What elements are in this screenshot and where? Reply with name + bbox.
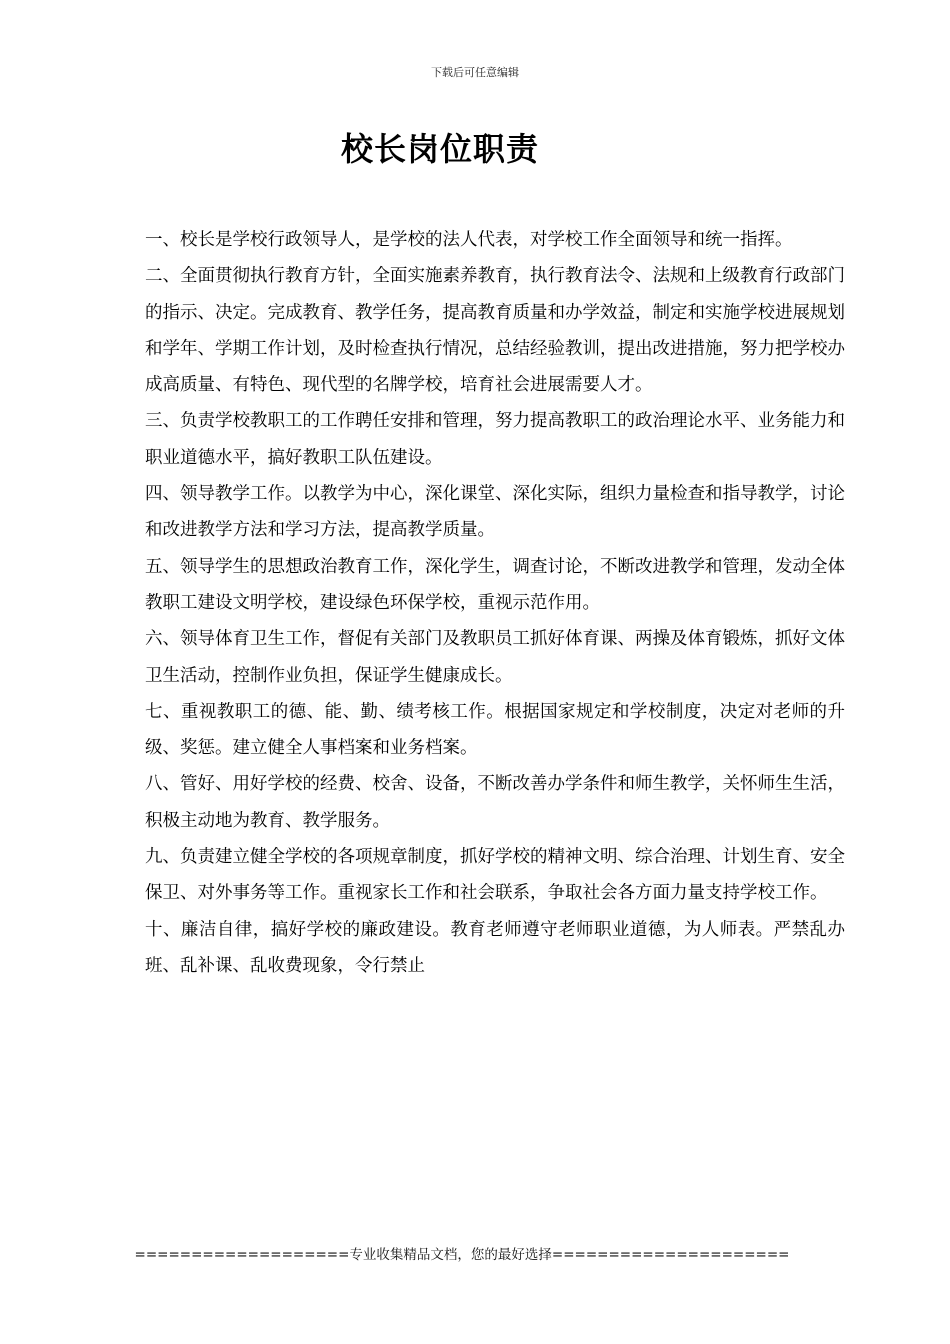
paragraph-5: 五、领导学生的思想政治教育工作，深化学生，调查讨论，不断改进教学和管理，发动全体教职工建设文明学校，建设绿色环保学校，重视示范作用。 (145, 556, 845, 613)
paragraph-1: 一、校长是学校行政领导人，是学校的法人代表，对学校工作全面领导和统一指挥。 (145, 230, 793, 250)
footer-note: ===================专业收集精品文档，您的最好选择===================== (134, 1247, 790, 1263)
paragraph-10: 十、廉洁自律，搞好学校的廉政建设。教育老师遵守老师职业道德，为人师表。严禁乱办班、乱补课、乱收费现象，令行禁止 (145, 919, 845, 976)
header-note: 下载后可任意编辑 (431, 66, 519, 79)
paragraph-8: 八、管好、用好学校的经费、校舍、设备，不断改善办学条件和师生教学，关怀师生生活，积极主动地为教育、教学服务。 (145, 774, 845, 831)
document-body (145, 222, 845, 984)
paragraph-6: 六、领导体育卫生工作，督促有关部门及教职员工抓好体育课、两操及体育锻炼，抓好文体卫生活动，控制作业负担，保证学生健康成长。 (145, 629, 845, 686)
paragraph-4: 四、领导教学工作。以教学为中心，深化课堂、深化实际，组织力量检查和指导教学，讨论和改进教学方法和学习方法，提高教学质量。 (145, 484, 845, 541)
paragraph-3: 三、负责学校教职工的工作聘任安排和管理，努力提高教职工的政治理论水平、业务能力和职业道德水平，搞好教职工队伍建设。 (145, 411, 845, 468)
document-title: 校长岗位职责 (340, 130, 539, 168)
paragraph-2: 二、全面贯彻执行教育方针，全面实施素养教育，执行教育法令、法规和上级教育行政部门的指示、决定。完成教育、教学任务，提高教育质量和办学效益，制定和实施学校进展规划和学年、学期工作计划，及时检查执行情况，总结经验教训，提出改进措施，努力把学校办成高质量、有特色、现代型的名牌学校，培育社会进展需要人才。 (145, 266, 845, 396)
paragraph-9: 九、负责建立健全学校的各项规章制度，抓好学校的精神文明、综合治理、计划生育、安全保卫、对外事务等工作。重视家长工作和社会联系，争取社会各方面力量支持学校工作。 (145, 847, 845, 904)
paragraph-7: 七、重视教职工的德、能、勤、绩考核工作。根据国家规定和学校制度，决定对老师的升级、奖惩。建立健全人事档案和业务档案。 (145, 701, 845, 759)
